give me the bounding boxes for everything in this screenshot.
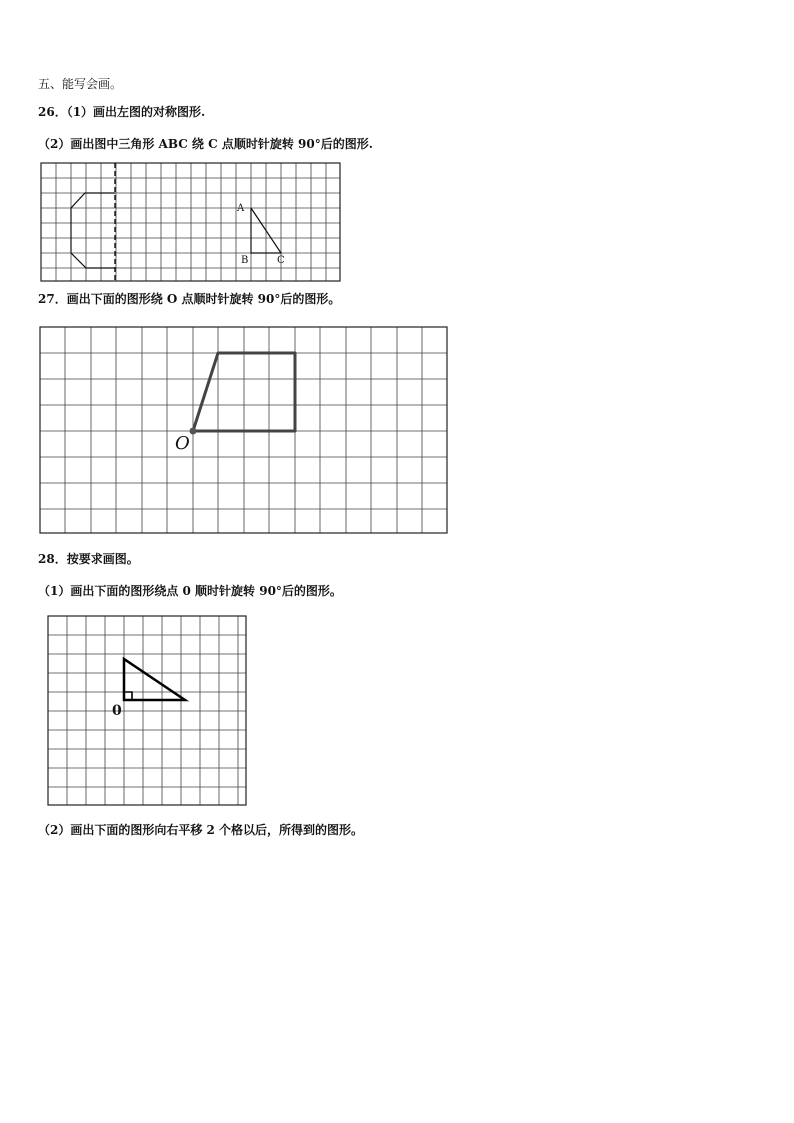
- q27-point-o: [190, 428, 197, 435]
- q28-grid-figure: [45, 613, 249, 807]
- q28-part2-text: （2）画出下面的图形向右平移 2 个格以后，所得到的图形。: [38, 823, 364, 837]
- q26-grid-figure: [38, 160, 342, 282]
- q28-right-triangle: [124, 659, 185, 700]
- q28-text: 28．按要求画图。: [38, 552, 139, 566]
- q27-label-o: O: [175, 433, 190, 454]
- q26-label-b: B: [241, 255, 249, 266]
- q28-grid: [48, 616, 246, 805]
- q26-part2-text: （2）画出图中三角形 ABC 绕 C 点顺时针旋转 90°后的图形.: [38, 137, 373, 151]
- q26-left-half-figure: [71, 193, 115, 268]
- q28-label-zero: 0: [112, 703, 122, 719]
- q26-label-a: A: [237, 203, 245, 214]
- q26-grid: [41, 163, 340, 281]
- q26-part1-text: 26．（1）画出左图的对称图形.: [38, 105, 206, 119]
- q27-grid-figure: [38, 325, 450, 535]
- q27-text: 27．画出下面的图形绕 O 点顺时针旋转 90°后的图形。: [38, 292, 341, 306]
- section-heading: 五、能写会画。: [38, 77, 123, 91]
- q28-part1-text: （1）画出下面的图形绕点 0 顺时针旋转 90°后的图形。: [38, 584, 342, 598]
- q26-label-c: C: [277, 255, 285, 266]
